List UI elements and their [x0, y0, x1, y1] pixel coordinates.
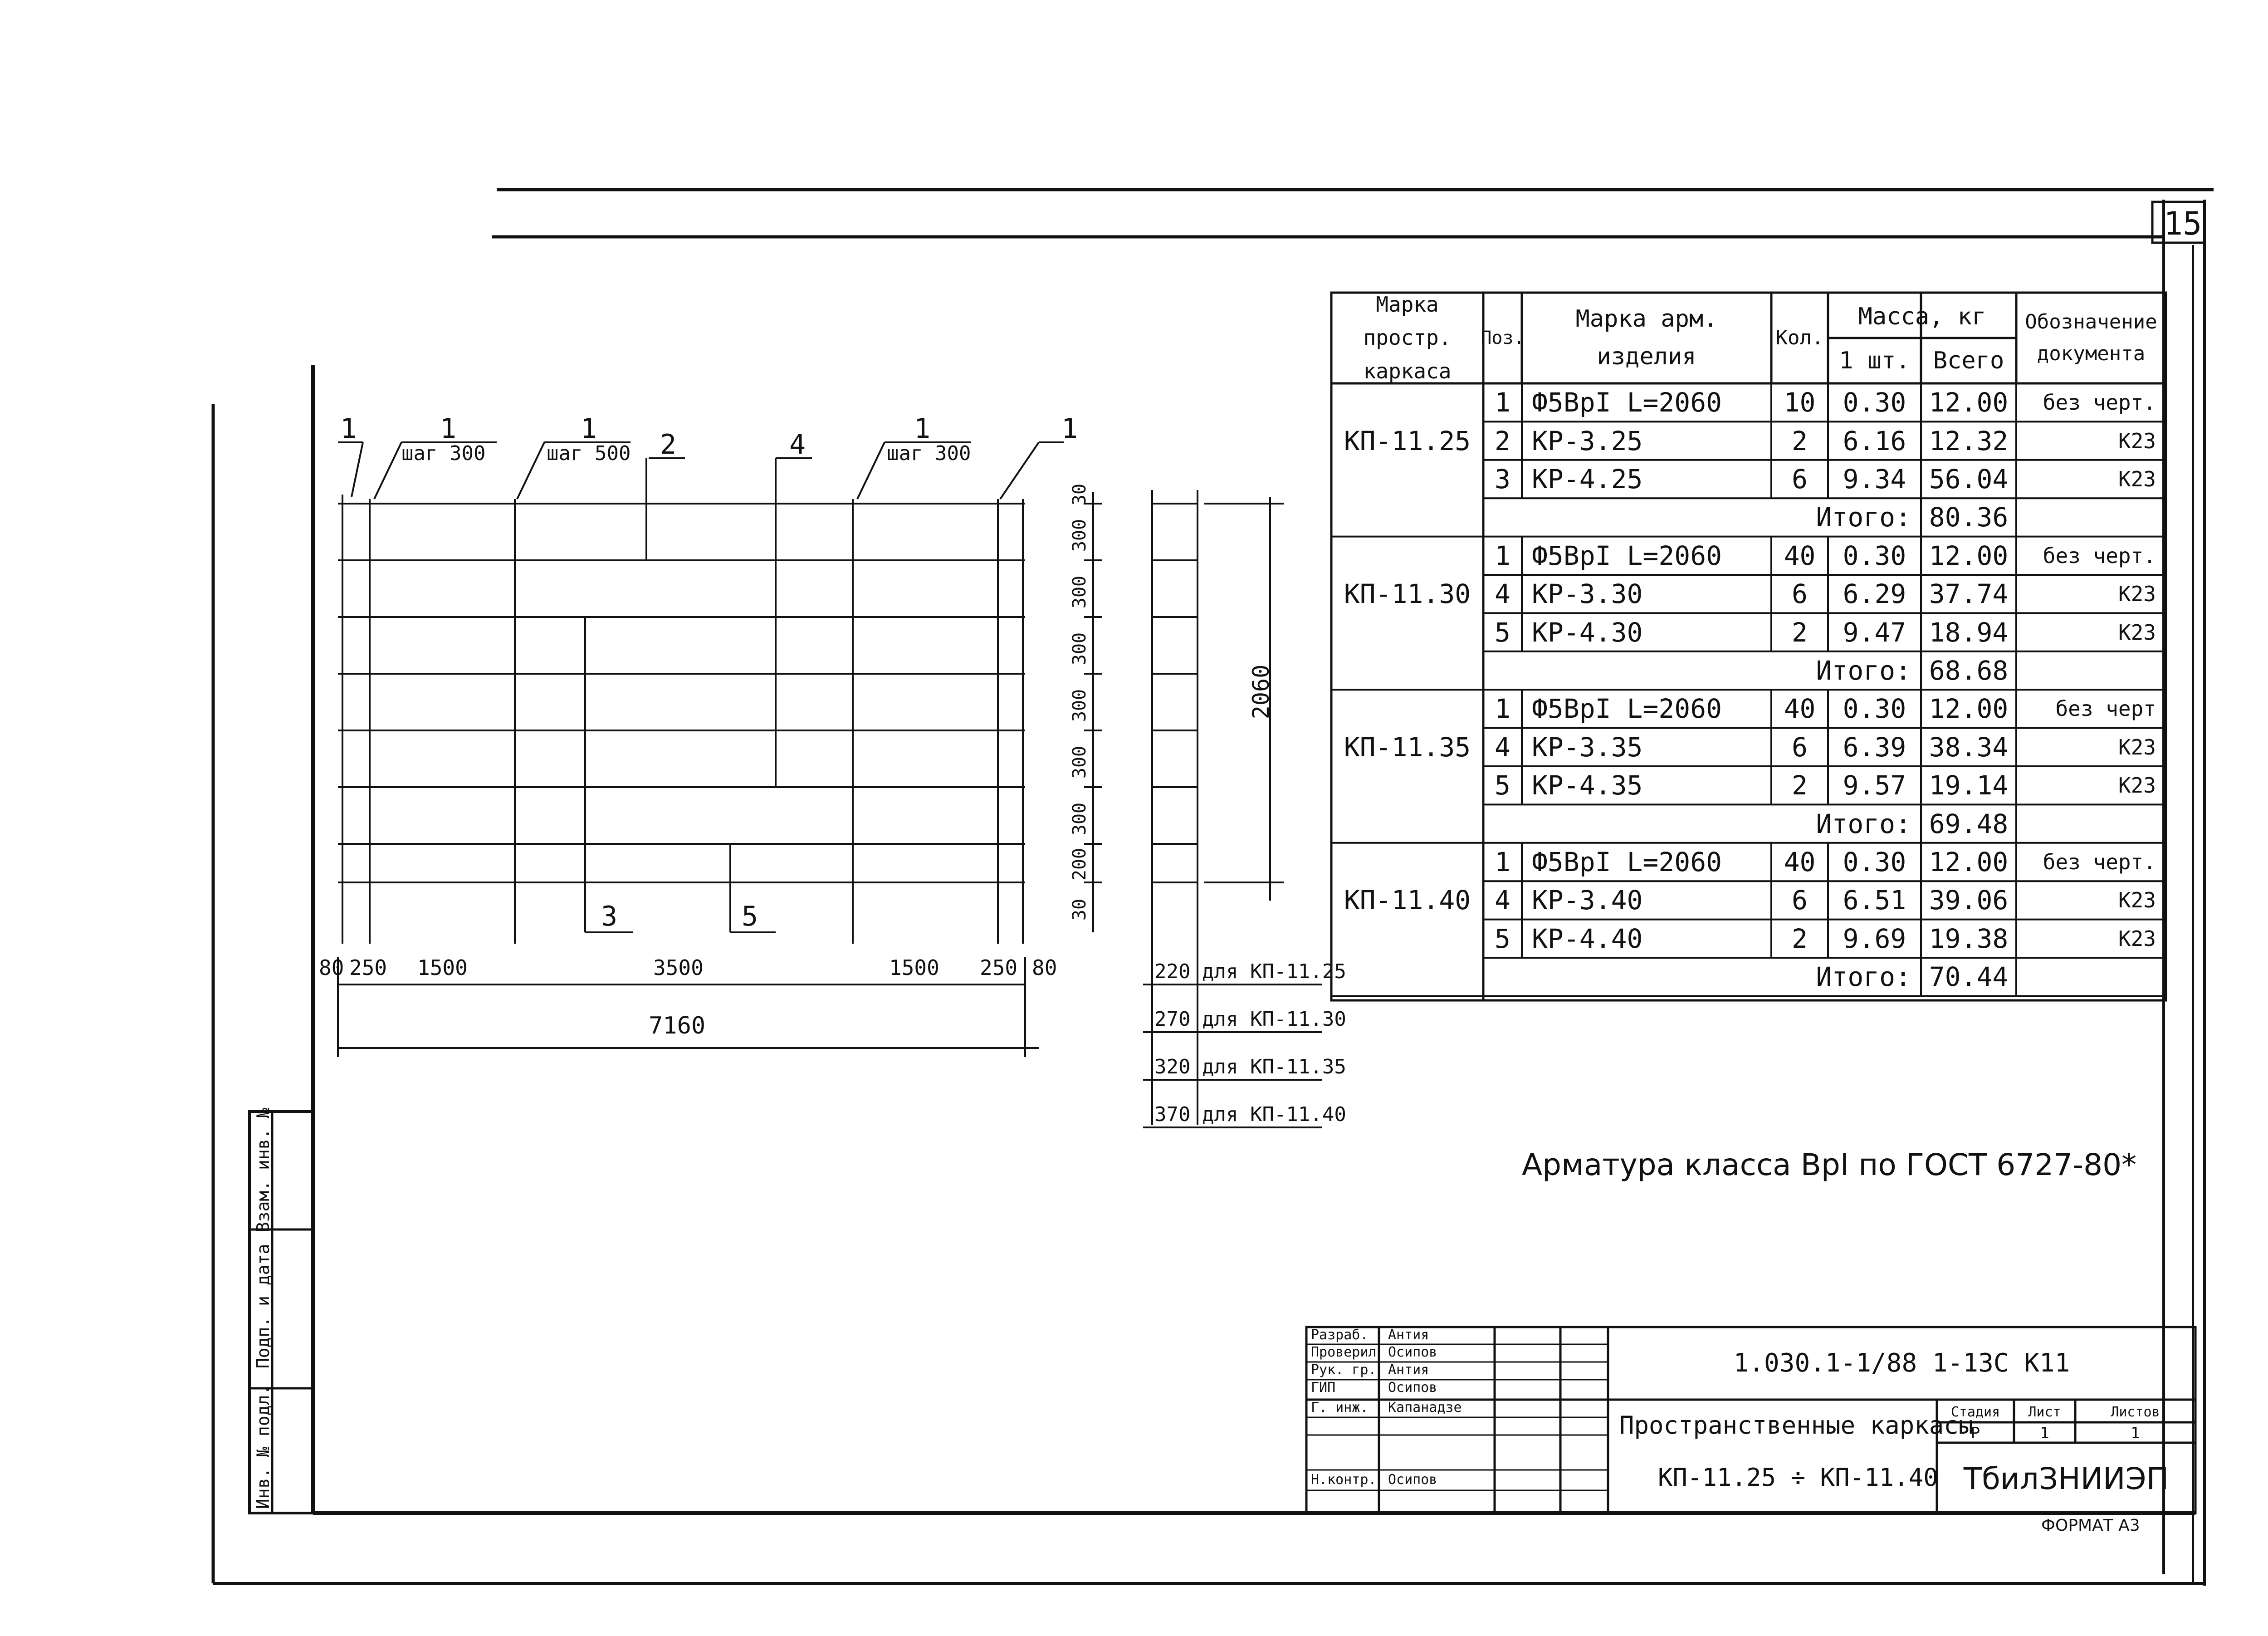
organization-name: ТбилЗНИИЭП	[1963, 1461, 2169, 1496]
spec-cell-item: КР-4.40	[1532, 923, 1643, 954]
spec-cell-doc: без черт.	[2043, 390, 2156, 415]
spec-cell-item: КР-3.35	[1532, 731, 1643, 763]
dim-label: 300	[1069, 689, 1090, 722]
spec-cell-pos: 3	[1495, 463, 1510, 495]
dim-label: 250	[980, 955, 1018, 980]
sheet-header: Лист	[2028, 1404, 2061, 1420]
dim-label: 1500	[417, 955, 468, 980]
spec-cell-total: 12.00	[1929, 387, 2009, 418]
spec-cell-total: 12.00	[1929, 846, 2009, 877]
spec-cell-pos: 1	[1495, 387, 1510, 418]
tb-name: Антия	[1388, 1327, 1429, 1343]
spec-group-mark: КП-11.40	[1344, 885, 1471, 916]
stamp-sign-label: Подп. и дата	[253, 1244, 273, 1369]
spec-cell-doc: без черт	[2055, 696, 2156, 721]
dim-label: 3500	[653, 955, 704, 980]
spec-cell-pos: 5	[1495, 770, 1510, 801]
spec-cell-one: 0.30	[1843, 387, 1906, 418]
spec-cell-doc: К23	[2118, 620, 2156, 645]
spec-cell-doc: К23	[2118, 735, 2156, 759]
spec-cell-total: 12.32	[1929, 425, 2009, 456]
section-size: 320	[1154, 1055, 1191, 1078]
spec-cell-item: КР-3.25	[1532, 425, 1643, 456]
spec-cell-item: Ф5ВрI L=2060	[1532, 846, 1722, 877]
tb-name: Осипов	[1388, 1380, 1437, 1396]
tb-name: Осипов	[1388, 1344, 1437, 1360]
pos-label: 1	[914, 413, 931, 445]
sheets-header: Листов	[2111, 1404, 2160, 1420]
spec-cell-pos: 4	[1495, 731, 1510, 763]
spec-sum-value: 70.44	[1929, 961, 2009, 993]
spec-cell-one: 9.69	[1843, 923, 1906, 954]
stage-value: Р	[1970, 1424, 1980, 1442]
format-label: ФОРМАТ А3	[2041, 1516, 2140, 1535]
pos-label: 1	[340, 413, 357, 445]
stamp-inv-label: Инв. № подл.	[253, 1384, 273, 1509]
spec-cell-qty: 40	[1784, 846, 1816, 877]
spec-cell-qty: 40	[1784, 693, 1816, 725]
col-header-mark: Марка простр. каркаса	[1363, 292, 1452, 383]
tb-role: Рук. гр.	[1311, 1362, 1377, 1378]
spec-cell-doc: К23	[2118, 926, 2156, 951]
spec-cell-one: 6.39	[1843, 731, 1906, 763]
spec-cell-total: 12.00	[1929, 693, 2009, 725]
dim-label: 80	[1032, 955, 1057, 980]
dim-label: 30	[1069, 898, 1090, 921]
tb-role: Проверил	[1311, 1344, 1377, 1360]
spec-cell-doc: без черт.	[2043, 849, 2156, 874]
callout-label: 5	[742, 901, 758, 932]
spec-cell-total: 37.74	[1929, 578, 2009, 610]
spec-cell-one: 9.57	[1843, 770, 1906, 801]
spec-cell-qty: 6	[1792, 731, 1808, 763]
spec-sum-label: Итого:	[1816, 961, 1911, 993]
spec-group-mark: КП-11.30	[1344, 578, 1471, 610]
spec-cell-item: Ф5ВрI L=2060	[1532, 540, 1722, 571]
step-label: шаг 300	[887, 442, 971, 465]
spec-cell-qty: 2	[1792, 923, 1808, 954]
spec-cell-one: 0.30	[1843, 693, 1906, 725]
spec-cell-total: 12.00	[1929, 540, 2009, 571]
tb-role: Г. инж.	[1311, 1400, 1369, 1416]
spec-sum-label: Итого:	[1816, 808, 1911, 839]
col-header-item: Марка арм. изделия	[1575, 305, 1718, 370]
spec-sum-label: Итого:	[1816, 655, 1911, 686]
section-size-label: для КП-11.30	[1202, 1008, 1346, 1031]
page-number: 15	[2164, 205, 2202, 242]
section-size-label: для КП-11.35	[1202, 1055, 1346, 1078]
pos-label: 4	[789, 429, 806, 460]
spec-cell-qty: 10	[1784, 387, 1816, 418]
spec-cell-one: 9.34	[1843, 463, 1906, 495]
pos-label: 1	[440, 413, 457, 445]
steel-class-note: Арматура класса ВрI по ГОСТ 6727-80*	[1522, 1147, 2137, 1182]
pos-label: 1	[581, 413, 597, 445]
spec-group-mark: КП-11.35	[1344, 731, 1471, 763]
dim-label: 30	[1069, 483, 1090, 506]
pos-label: 1	[1061, 413, 1078, 445]
spec-cell-total: 19.38	[1929, 923, 2009, 954]
spec-cell-item: КР-4.25	[1532, 463, 1643, 495]
callout-label: 3	[601, 901, 618, 932]
spec-cell-doc: К23	[2118, 888, 2156, 913]
spec-cell-pos: 5	[1495, 923, 1510, 954]
spec-cell-total: 39.06	[1929, 885, 2009, 916]
dim-label: 300	[1069, 802, 1090, 836]
spec-cell-qty: 2	[1792, 770, 1808, 801]
sheets-value: 1	[2131, 1424, 2140, 1442]
section-size-label: для КП-11.25	[1202, 960, 1346, 983]
sheet-value: 1	[2040, 1424, 2049, 1442]
col-header-mass-total: Всего	[1933, 347, 2004, 374]
dim-label: 300	[1069, 575, 1090, 609]
spec-cell-pos: 4	[1495, 578, 1510, 610]
dim-label: 300	[1069, 745, 1090, 779]
dim-label: 300	[1069, 519, 1090, 552]
spec-cell-doc: К23	[2118, 582, 2156, 607]
spec-sum-value: 69.48	[1929, 808, 2009, 839]
spec-cell-one: 6.16	[1843, 425, 1906, 456]
dim-label: 200	[1069, 847, 1090, 881]
step-label: шаг 300	[401, 442, 486, 465]
dim-label: 1500	[889, 955, 939, 980]
spec-cell-total: 56.04	[1929, 463, 2009, 495]
dim-label: 250	[349, 955, 387, 980]
spec-cell-doc: К23	[2118, 466, 2156, 491]
spec-cell-pos: 4	[1495, 885, 1510, 916]
section-size-label: для КП-11.40	[1202, 1103, 1346, 1126]
stage-header: Стадия	[1950, 1404, 2000, 1420]
spec-cell-qty: 6	[1792, 463, 1808, 495]
tb-name: Антия	[1388, 1362, 1429, 1378]
spec-cell-item: Ф5ВрI L=2060	[1532, 387, 1722, 418]
total-length-label: 7160	[649, 1012, 706, 1039]
spec-cell-item: КР-3.30	[1532, 578, 1643, 610]
tb-name: Осипов	[1388, 1472, 1437, 1488]
spec-cell-qty: 6	[1792, 885, 1808, 916]
spec-cell-pos: 2	[1495, 425, 1510, 456]
spec-cell-qty: 2	[1792, 425, 1808, 456]
col-header-mass: Масса, кг	[1858, 303, 1986, 330]
col-header-pos: Поз.	[1481, 328, 1525, 348]
spec-cell-item: КР-3.40	[1532, 885, 1643, 916]
spec-cell-one: 6.51	[1843, 885, 1906, 916]
spec-cell-item: КР-4.30	[1532, 617, 1643, 648]
spec-cell-total: 19.14	[1929, 770, 2009, 801]
col-header-mass-one: 1 шт.	[1839, 347, 1910, 374]
spec-cell-one: 9.47	[1843, 617, 1906, 648]
section-size: 270	[1154, 1008, 1191, 1031]
spec-cell-pos: 1	[1495, 693, 1510, 725]
col-header-qty: Кол.	[1775, 326, 1824, 349]
spec-cell-pos: 5	[1495, 617, 1510, 648]
spec-cell-qty: 40	[1784, 540, 1816, 571]
spec-cell-total: 18.94	[1929, 617, 2009, 648]
spec-cell-total: 38.34	[1929, 731, 2009, 763]
stamp-replace-label: Взам. инв. №	[253, 1107, 273, 1233]
step-label: шаг 500	[547, 442, 631, 465]
spec-cell-qty: 2	[1792, 617, 1808, 648]
spec-sum-value: 68.68	[1929, 655, 2009, 686]
document-code: 1.030.1-1/88 1-13С К11	[1733, 1348, 2070, 1378]
title-line-1: Пространственные каркасы	[1619, 1411, 1974, 1440]
dim-label: 80	[319, 955, 344, 980]
spec-sum-label: Итого:	[1816, 502, 1911, 533]
spec-cell-item: КР-4.35	[1532, 770, 1643, 801]
spec-cell-one: 6.29	[1843, 578, 1906, 610]
spec-cell-qty: 6	[1792, 578, 1808, 610]
spec-cell-one: 0.30	[1843, 846, 1906, 877]
tb-name: Капанадзе	[1388, 1400, 1462, 1416]
section-size: 220	[1154, 960, 1191, 983]
col-header-doc: Обозначение документа	[2025, 310, 2157, 365]
tb-role: ГИП	[1311, 1380, 1336, 1396]
spec-cell-one: 0.30	[1843, 540, 1906, 571]
dim-label: 300	[1069, 632, 1090, 666]
tb-role: Н.контр.	[1311, 1472, 1377, 1488]
pos-label: 2	[660, 429, 677, 460]
title-line-2: КП-11.25 ÷ КП-11.40	[1658, 1463, 1938, 1492]
spec-cell-item: Ф5ВрI L=2060	[1532, 693, 1722, 725]
spec-cell-doc: без черт.	[2043, 543, 2156, 568]
section-size: 370	[1154, 1103, 1191, 1126]
spec-cell-pos: 1	[1495, 540, 1510, 571]
spec-cell-doc: К23	[2118, 428, 2156, 453]
spec-group-mark: КП-11.25	[1344, 425, 1471, 456]
section-height-label: 2060	[1248, 664, 1274, 720]
spec-sum-value: 80.36	[1929, 502, 2009, 533]
spec-cell-doc: К23	[2118, 773, 2156, 798]
spec-cell-pos: 1	[1495, 846, 1510, 877]
tb-role: Разраб.	[1311, 1327, 1369, 1343]
